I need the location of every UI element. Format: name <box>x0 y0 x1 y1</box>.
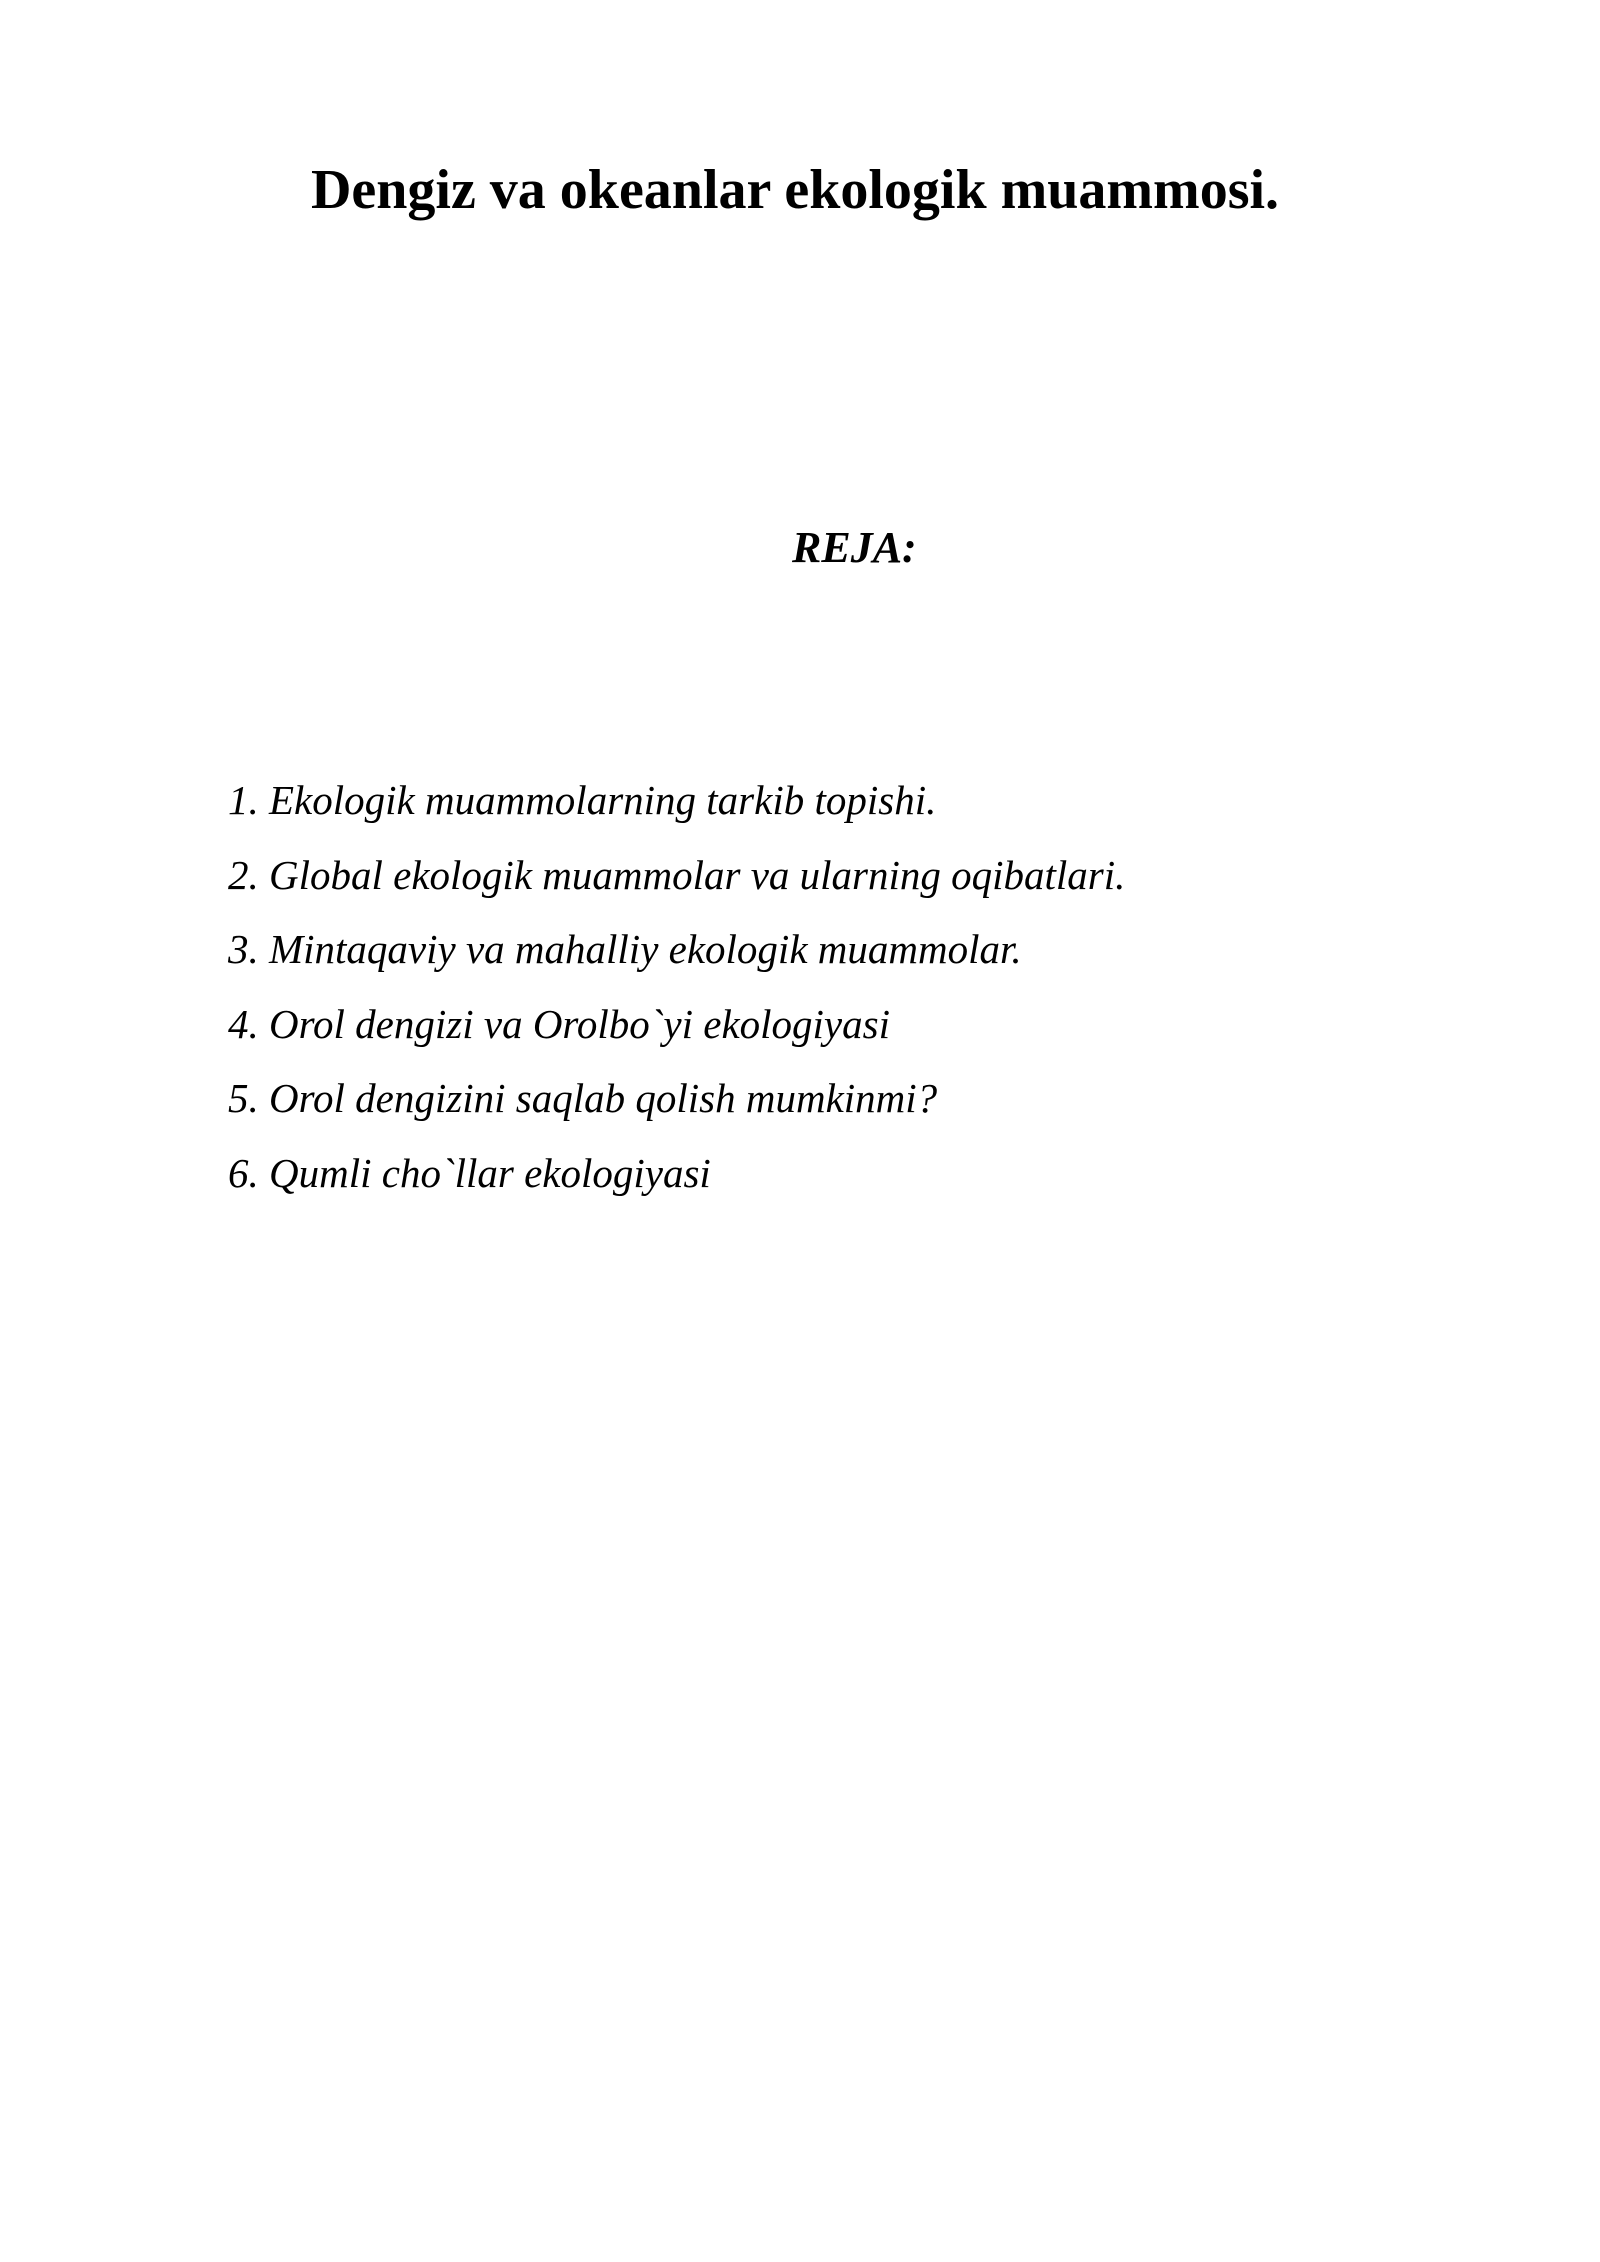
plan-item-1: 1. Ekologik muammolarning tarkib topishi. <box>228 777 937 823</box>
plan-item-4: 4. Orol dengizi va Orolbo`yi ekologiyasi <box>228 1000 890 1047</box>
plan-heading: REJA: <box>792 523 917 572</box>
document-title: Dengiz va okeanlar ekologik muammosi. <box>310 159 1280 221</box>
plan-item-6: 6. Qumli cho`llar ekologiyasi <box>228 1149 711 1196</box>
plan-list <box>228 772 1125 1219</box>
plan-item-5: 5. Orol dengizini saqlab qolish mumkinmi? <box>228 1075 938 1121</box>
plan-item-2: 2. Global ekologik muammolar va ularning oqibatlari. <box>228 851 1126 898</box>
plan-item-3: 3. Mintaqaviy va mahalliy ekologik muammolar. <box>228 926 1022 972</box>
